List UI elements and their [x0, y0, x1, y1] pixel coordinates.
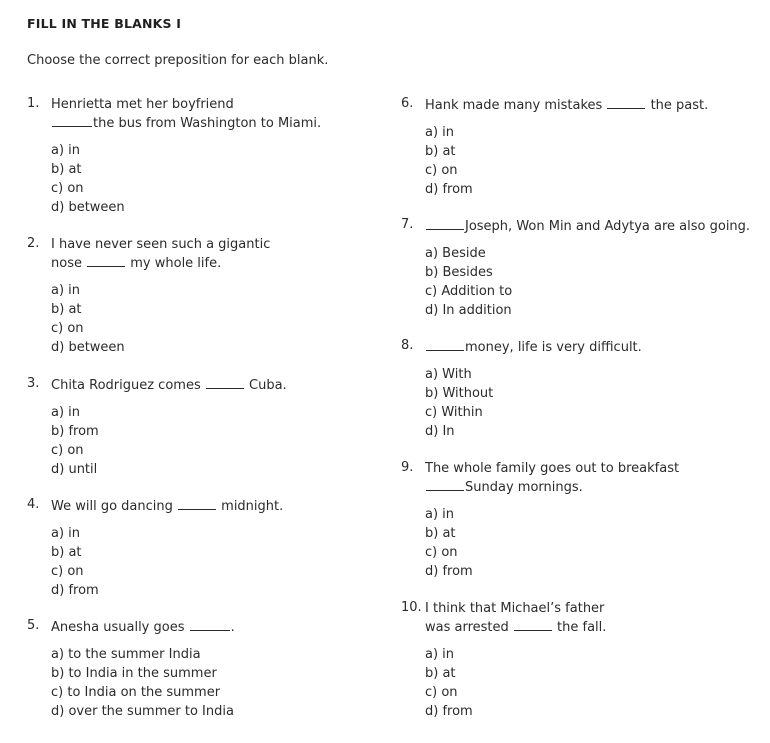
option-d[interactable]: d) until [51, 462, 98, 477]
option-d[interactable]: d) over the summer to India [51, 704, 234, 719]
option-c[interactable]: c) on [425, 685, 458, 700]
answer-options [425, 244, 512, 320]
question-stem [425, 96, 708, 115]
question-number: 10. [401, 600, 422, 615]
option-a[interactable]: a) in [425, 507, 455, 522]
option-b[interactable]: b) at [51, 302, 82, 317]
answer-blank[interactable] [426, 217, 464, 230]
option-b[interactable]: b) Without [425, 386, 494, 401]
option-c[interactable]: c) Within [425, 405, 483, 420]
question-number: 9. [401, 460, 414, 475]
stem-text: Sunday mornings. [465, 480, 583, 495]
answer-options [425, 365, 493, 441]
option-d[interactable]: d) In addition [425, 303, 512, 318]
stem-text: Anesha usually goes [51, 620, 185, 635]
question-stem [51, 236, 270, 273]
stem-text: was arrested [425, 620, 509, 635]
question-stem [51, 618, 235, 637]
answer-blank[interactable] [607, 96, 645, 109]
option-b[interactable]: b) at [425, 144, 456, 159]
answer-blank[interactable] [87, 254, 125, 267]
answer-blank[interactable] [206, 376, 244, 389]
answer-options [51, 524, 99, 600]
question-number: 5. [27, 618, 40, 633]
answer-options [51, 141, 125, 217]
stem-text: Chita Rodriguez comes [51, 378, 201, 393]
answer-blank[interactable] [426, 478, 464, 491]
option-b[interactable]: b) Besides [425, 265, 493, 280]
question-number: 8. [401, 338, 414, 353]
option-b[interactable]: b) at [51, 162, 82, 177]
option-b[interactable]: b) at [425, 526, 456, 541]
question-number: 7. [401, 217, 414, 232]
answer-blank[interactable] [426, 338, 464, 351]
stem-text: I think that Michael’s father [425, 601, 605, 616]
option-a[interactable]: a) in [51, 143, 81, 158]
option-c[interactable]: c) on [425, 163, 458, 178]
answer-options [51, 281, 125, 357]
stem-text: We will go dancing [51, 499, 173, 514]
stem-text: my whole life. [130, 256, 222, 271]
option-a[interactable]: a) to the summer India [51, 647, 201, 662]
option-d[interactable]: d) from [51, 583, 99, 598]
stem-text: money, life is very difficult. [465, 340, 642, 355]
option-a[interactable]: a) in [425, 647, 455, 662]
answer-options [51, 645, 234, 721]
question-stem [425, 338, 642, 357]
answer-options [51, 403, 99, 479]
question-stem [51, 376, 287, 395]
answer-blank[interactable] [178, 497, 216, 510]
question-stem [425, 460, 679, 497]
stem-text: the fall. [557, 620, 607, 635]
option-d[interactable]: d) In [425, 424, 455, 439]
option-b[interactable]: b) at [425, 666, 456, 681]
question-stem [425, 217, 750, 236]
stem-text: Cuba. [249, 378, 287, 393]
option-c[interactable]: c) Addition to [425, 284, 513, 299]
instructions: Choose the correct preposition for each blank. [27, 53, 329, 68]
answer-options [425, 645, 473, 721]
option-c[interactable]: c) on [51, 443, 84, 458]
question-number: 6. [401, 96, 414, 111]
option-a[interactable]: a) in [51, 526, 81, 541]
option-c[interactable]: c) on [425, 545, 458, 560]
option-a[interactable]: a) With [425, 367, 472, 382]
option-c[interactable]: c) on [51, 564, 84, 579]
stem-text: nose [51, 256, 82, 271]
option-d[interactable]: d) between [51, 200, 125, 215]
question-stem [51, 497, 283, 516]
worksheet-title: FILL IN THE BLANKS I [27, 16, 182, 31]
option-c[interactable]: c) on [51, 181, 84, 196]
stem-text: midnight. [221, 499, 284, 514]
option-a[interactable]: a) Beside [425, 246, 486, 261]
answer-blank[interactable] [52, 114, 92, 127]
stem-text: The whole family goes out to breakfast [425, 461, 680, 476]
stem-text: the bus from Washington to Miami. [93, 116, 322, 131]
stem-text: the past. [650, 98, 709, 113]
answer-blank[interactable] [514, 618, 552, 631]
stem-text: Joseph, Won Min and Adytya are also going. [465, 219, 751, 234]
option-d[interactable]: d) from [425, 564, 473, 579]
answer-options [425, 123, 473, 199]
option-c[interactable]: c) to India on the summer [51, 685, 221, 700]
stem-text: Hank made many mistakes [425, 98, 603, 113]
option-d[interactable]: d) between [51, 340, 125, 355]
question-number: 2. [27, 236, 40, 251]
stem-text: I have never seen such a gigantic [51, 237, 271, 252]
option-d[interactable]: d) from [425, 182, 473, 197]
question-number: 4. [27, 497, 40, 512]
answer-options [425, 505, 473, 581]
option-a[interactable]: a) in [51, 405, 81, 420]
option-a[interactable]: a) in [425, 125, 455, 140]
question-number: 3. [27, 376, 40, 391]
option-a[interactable]: a) in [51, 283, 81, 298]
stem-text: . [230, 620, 235, 635]
option-d[interactable]: d) from [425, 704, 473, 719]
question-stem [51, 96, 321, 133]
option-b[interactable]: b) from [51, 424, 99, 439]
stem-text: Henrietta met her boyfriend [51, 97, 234, 112]
option-b[interactable]: b) to India in the summer [51, 666, 217, 681]
question-stem [425, 600, 606, 637]
question-number: 1. [27, 96, 40, 111]
answer-blank[interactable] [190, 618, 230, 631]
option-b[interactable]: b) at [51, 545, 82, 560]
option-c[interactable]: c) on [51, 321, 84, 336]
